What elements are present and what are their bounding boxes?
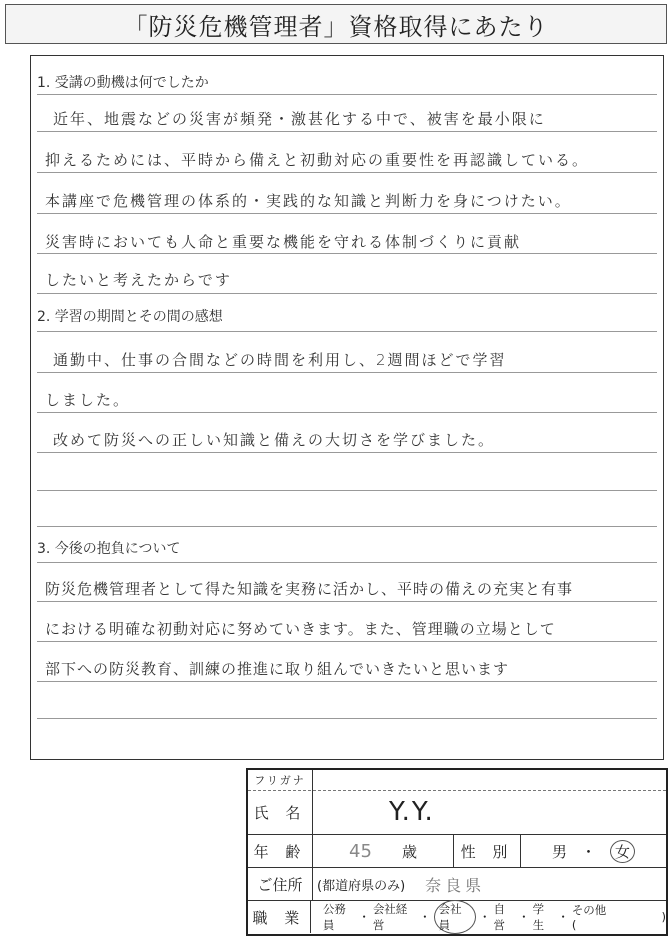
rule xyxy=(37,412,657,413)
address-cell xyxy=(313,868,485,901)
answer-line: 災害時においても人命と重要な機能を守れる体制づくりに貢献 xyxy=(45,233,522,251)
answer-line: 通勤中、仕事の合間などの時間を利用し、2週間ほどで学習 xyxy=(53,351,507,369)
answer-line: 改めて防災への正しい知識と備えの大切さを学びました。 xyxy=(53,431,496,449)
separator: ・ xyxy=(518,910,530,924)
occupation-options xyxy=(311,901,666,933)
rule xyxy=(37,526,657,527)
section-2-heading: 2. 学習の期間とその間の感想 xyxy=(37,309,223,325)
rule xyxy=(37,94,657,95)
job-option[interactable]: 会社経営 xyxy=(372,902,408,932)
section-3-heading: 3. 今後の抱負について xyxy=(37,541,181,557)
answer-line: 近年、地震などの災害が頻発・激甚化する中で、被害を最小限に xyxy=(53,110,546,128)
occupation-label: 職 業 xyxy=(248,901,311,933)
rule xyxy=(37,331,657,332)
age-value[interactable]: 45 xyxy=(349,841,372,862)
furigana-row xyxy=(248,770,666,791)
age-cell xyxy=(313,835,454,868)
section-1-heading: 1. 受講の動機は何でしたか xyxy=(37,75,209,91)
gender-male[interactable]: 男 xyxy=(551,843,567,861)
rule xyxy=(37,213,657,214)
rule xyxy=(37,641,657,642)
name-row xyxy=(248,790,666,834)
rule xyxy=(37,601,657,602)
separator: ・ xyxy=(479,910,491,924)
answer-line: における明確な初動対応に努めていきます。また、管理職の立場として xyxy=(45,620,556,638)
job-option[interactable]: 自営 xyxy=(493,902,506,932)
job-option[interactable]: 公務員 xyxy=(322,902,346,932)
name-label: 氏 名 xyxy=(248,790,313,834)
job-option-close: ) xyxy=(661,910,666,924)
answer-line: 部下への防災教育、訓練の推進に取り組んでいきたいと思います xyxy=(45,660,510,678)
rule xyxy=(37,172,657,173)
furigana-label: フリガナ xyxy=(248,770,313,790)
answer-line: 防災危機管理者として得た知識を実務に活かし、平時の備えの充実と有事 xyxy=(45,580,574,598)
job-option[interactable]: その他( xyxy=(571,903,607,932)
separator: ・ xyxy=(419,910,431,924)
gender-female-selected[interactable]: 女 xyxy=(610,840,635,863)
job-option[interactable]: 学生 xyxy=(532,902,545,932)
separator: ・ xyxy=(557,910,569,924)
rule xyxy=(37,562,657,563)
gender-cell xyxy=(521,835,666,868)
rule xyxy=(37,490,657,491)
rule xyxy=(37,718,657,719)
answer-line: したいと考えたからです xyxy=(45,271,232,289)
gender-label: 性 別 xyxy=(454,835,521,868)
answer-line: 抑えるためには、平時から備えと初動対応の重要性を再認識している。 xyxy=(45,151,590,169)
separator: ・ xyxy=(580,843,596,861)
rule xyxy=(37,452,657,453)
personal-info-table xyxy=(246,768,668,936)
answer-line: しました。 xyxy=(45,391,131,409)
rule xyxy=(37,253,657,254)
separator: ・ xyxy=(358,910,370,924)
answer-line: 本講座で危機管理の体系的・実践的な知識と判断力を身につけたい。 xyxy=(45,192,572,210)
age-label: 年 齢 xyxy=(248,835,313,868)
name-value[interactable]: Y.Y. xyxy=(389,797,435,827)
form-title: 「防災危機管理者」資格取得にあたり xyxy=(5,4,667,44)
rule xyxy=(37,131,657,132)
occupation-row xyxy=(248,900,666,933)
questions-box xyxy=(30,55,664,760)
age-unit: 歳 xyxy=(401,843,417,861)
rule xyxy=(37,681,657,682)
address-label: ご住所 xyxy=(248,868,313,901)
job-option-selected[interactable]: 会社員 xyxy=(434,900,476,934)
age-gender-row xyxy=(248,834,666,868)
address-row xyxy=(248,867,666,901)
address-value[interactable]: 奈良県 xyxy=(425,876,486,895)
address-note: (都道府県のみ) xyxy=(317,879,406,894)
rule xyxy=(37,293,657,294)
rule xyxy=(37,372,657,373)
